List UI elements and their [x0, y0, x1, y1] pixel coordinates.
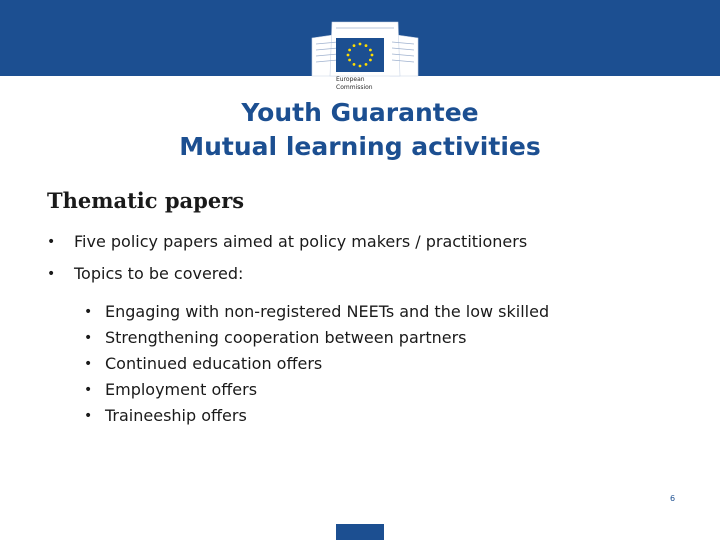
bullet-text: Five policy papers aimed at policy makers / practitioners: [74, 232, 528, 251]
bullet-list: [47, 230, 687, 294]
bullet-item: [47, 262, 687, 286]
slide-title-line-1: Youth Guarantee: [241, 98, 479, 127]
bullet-icon: •: [47, 234, 56, 250]
bullet-icon: •: [84, 356, 93, 372]
logo-caption: [336, 76, 396, 92]
topic-text: Employment offers: [105, 380, 258, 399]
bullet-text: Topics to be covered:: [74, 264, 244, 283]
page-number: 6: [670, 494, 676, 503]
section-heading: Thematic papers: [47, 188, 245, 213]
topic-text: Traineeship offers: [105, 406, 247, 425]
bullet-icon: •: [84, 330, 93, 346]
topic-text: Engaging with non-registered NEETs and the low skilled: [105, 302, 550, 321]
slide-title: [0, 96, 720, 164]
bullet-item: [47, 230, 687, 254]
footer-accent-bar: [336, 524, 384, 540]
slide-title-line-2: Mutual learning activities: [179, 132, 541, 161]
topic-item: [84, 377, 684, 403]
topic-item: [84, 403, 684, 429]
bullet-icon: •: [84, 382, 93, 398]
topics-list: [84, 299, 684, 429]
logo-caption-line-2: Commission: [336, 84, 373, 91]
topic-text: Strengthening cooperation between partners: [105, 328, 467, 347]
topic-text: Continued education offers: [105, 354, 323, 373]
bullet-icon: •: [84, 304, 93, 320]
bullet-icon: •: [84, 408, 93, 424]
logo-caption-line-1: European: [336, 76, 365, 83]
topic-item: [84, 325, 684, 351]
bullet-icon: •: [47, 266, 56, 282]
topic-item: [84, 351, 684, 377]
topic-item: [84, 299, 684, 325]
